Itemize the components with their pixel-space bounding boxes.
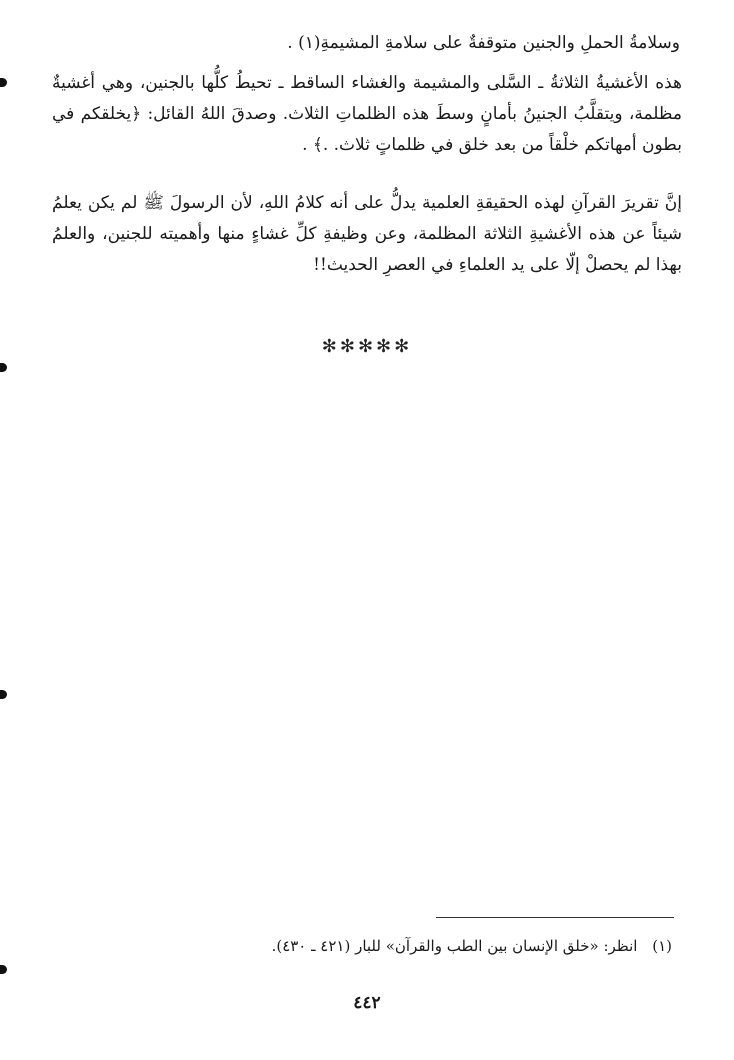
- paragraph-3: إنَّ تقريرَ القرآنِ لهذه الحقيقةِ العلمية يدلُّ على أنه كلامُ اللهِ، لأن الرسولَ ﷺ لم يكن يعلمُ شيئاً عن هذه الأغشيةِ الثلاثة المظلمة، وعن وظيفةِ كلِّ غشاءٍ منها وأهميته للجنين، والعلمُ بهذا لم يحصلْ إلّا على يد العلماءِ في العصرِ الحديث!!: [52, 193, 682, 275]
- paragraph-3-block: [52, 188, 682, 281]
- paragraph-1: وسلامةُ الحملِ والجنين متوقفةٌ على سلامةِ المشيمةِ(١) .: [287, 33, 680, 53]
- paragraph-2: هذه الأغشيةُ الثلاثةُ ـ السَّلى والمشيمة والغشاء الساقط ـ تحيطُ كلُّها بالجنين، وهي أغشيةٌ مظلمة، ويتقلَّبُ الجنينُ بأمانٍ وسطَ هذه الظلماتِ الثلاث. وصدقَ اللهُ القائل: ﴿يخلقكم في بطون أمهاتكم خلْقاً من بعد خلق في ظلماتٍ ثلاث. .﴾ .: [52, 73, 682, 155]
- binding-hole-mark: [0, 690, 7, 699]
- binding-hole-mark: [0, 965, 7, 974]
- footnote: [52, 933, 672, 959]
- section-separator: ✻✻✻✻✻: [321, 336, 413, 357]
- footnote-divider: [436, 917, 674, 918]
- footnote-number: (١): [652, 937, 672, 955]
- page-number: ٤٤٢: [353, 993, 381, 1013]
- binding-hole-mark: [0, 363, 7, 372]
- binding-hole-mark: [0, 78, 7, 87]
- footnote-text: انظر: «خلق الإنسان بين الطب والقرآن» للبار (٤٢١ ـ ٤٣٠).: [271, 937, 638, 955]
- paragraph-2-block: [52, 68, 682, 161]
